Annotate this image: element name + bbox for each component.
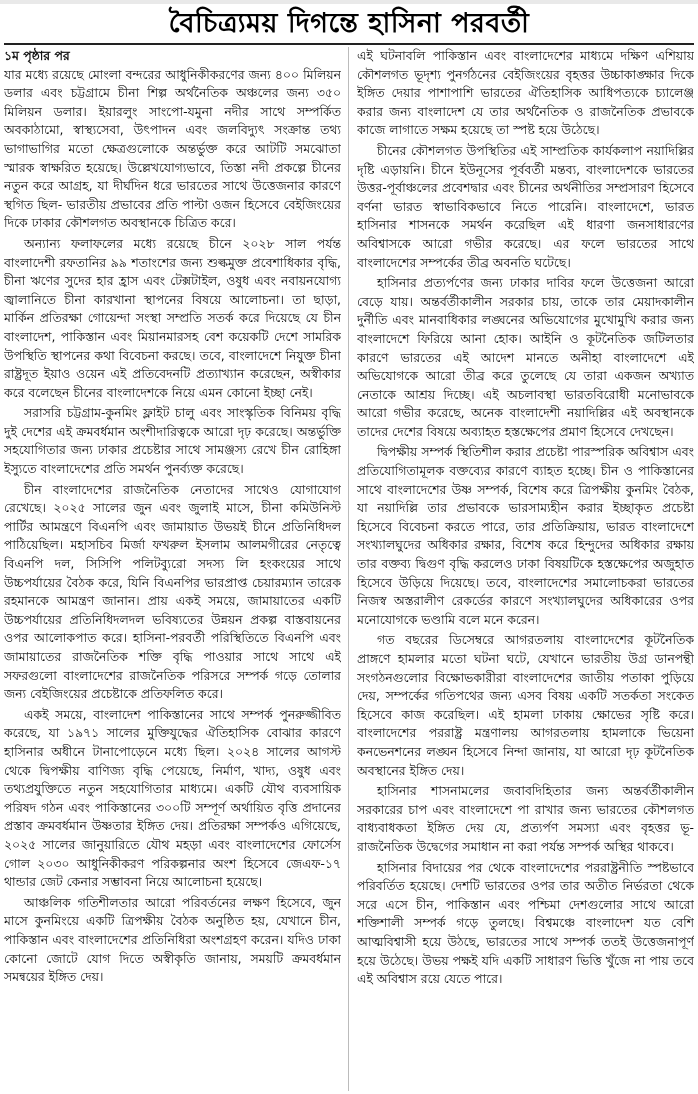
article-paragraph: এই ঘটনাবলি পাকিস্তান এবং বাংলাদেশের মাধ্যমে দক্ষিণ এশিয়ায় কৌশলগত ভূদৃশ্য পুনর্গঠনের বেইজিংয়ের বৃহত্তর উচ্চাকাঙ্ক্ষার দিকে ইঙ্গিত দেয়ার পাশাপাশি ভারতের ঐতিহাসিক আধিপত্যকে চ্যালেঞ্জ করার জন্য বাংলাদেশ যে তার অর্থনৈতিক ও রাজনৈতিক প্রভাবকে কাজে লাগাতে সক্ষম হয়েছে তা স্পষ্ট হয়ে উঠেছে। (357, 48, 694, 138)
left-column (4, 47, 341, 1091)
article-paragraph: একই সময়ে, বাংলাদেশ পাকিস্তানের সাথে সম্পর্ক পুনরুজ্জীবিত করেছে, যা ১৯৭১ সালের মুক্তিযুদ্ধের ঐতিহাসিক বোঝার কারণে হাসিনার অধীনে টানাপোড়েনে মধ্যে ছিল। ২০২৪ সালের আগস্ট থেকে দ্বিপক্ষীয় বাণিজ্য বৃদ্ধি পেয়েছে, নির্মাণ, খাদ্য, ওষুধ এবং তথ্যপ্রযুক্তিতে নতুন সহযোগিতার মাধ্যমে। একটি যৌথ ব্যবসায়িক পরিষদ গঠন এবং পাকিস্তানের ৩০০টি সম্পূর্ণ অর্থায়িত বৃত্তি প্রদানের প্রস্তাব ক্রমবর্ধমান উষ্ণতার ইঙ্গিত দেয়। প্রতিরক্ষা সম্পর্কও এগিয়েছে, ২০২৫ সালের জানুয়ারিতে যৌথ মহড়া এবং বাংলাদেশের ফোর্সেস গোল ২০৩০ আধুনিকীকরণ পরিকল্পনার অংশ হিসেবে জেএফ-১৭ থান্ডার জেট কেনার সম্ভাবনা নিয়ে আলোচনা হয়েছে। (4, 706, 341, 890)
right-column (357, 47, 694, 1091)
page-headline: বৈচিত্র্যময় দিগন্তে হাসিনা পরবর্তী (168, 8, 530, 39)
article-paragraph: আঞ্চলিক গতিশীলতার আরো পরিবর্তনের লক্ষণ হিসেবে, জুন মাসে কুনমিংয়ে একটি ত্রিপক্ষীয় বৈঠক অনুষ্ঠিত হয়, যেখানে চীন, পাকিস্তান এবং বাংলাদেশের প্রতিনিধিরা অংশগ্রহণ করেন। যদিও ঢাকা কোনো জোটে যোগ দিতে অস্বীকৃতি জানায়, সময়টি ক্রমবর্ধমান সমন্বয়ের ইঙ্গিত দেয়। (4, 894, 341, 985)
article-paragraph: হাসিনার প্রত্যর্পণের জন্য ঢাকার দাবির ফলে উত্তেজনা আরো বেড়ে যায়। অন্তর্বর্তীকালীন সরকার চায়, তাকে তার মেয়াদকালীন দুর্নীতি এবং মানবাধিকার লঙ্ঘনের অভিযোগের মুখোমুখি করার জন্য বাংলাদেশে ফিরিয়ে আনা হোক। আইনি ও কূটনৈতিক জটিলতার কারণে ভারতের এই আদেশ মানতে অনীহা বাংলাদেশে এই অভিযোগকে আরো তীব্র করে তুলেছে যে তারা একজন অখ্যাত নেতাকে আশ্রয় দিচ্ছে। এই অচলাবস্থা ভারতবিরোধী মনোভাবকে আরো গভীর করেছে, অনেক বাংলাদেশী নয়াদিল্লির এই অবস্থানকে তাদের দেশের বিষয়ে অব্যাহত হস্তক্ষেপের প্রমাণ হিসেবে দেখছেন। (357, 275, 694, 439)
article-paragraph: যার মধ্যে রয়েছে মোংলা বন্দরের আধুনিকীকরণের জন্য ৪০০ মিলিয়ন ডলার এবং চট্টগ্রামে চীনা শিল্প অর্থনৈতিক অঞ্চলের জন্য ৩৫০ মিলিয়ন ডলার। ইয়ারলুং সাংপো-যমুনা নদীর সাথে সম্পর্কিত অবকাঠামো, স্বাস্থ্যসেবা, উৎপাদন এবং জলবিদ্যুৎ সংক্রান্ত তথ্য ভাগাভাগির মতো ক্ষেত্রগুলোকে অন্তর্ভুক্ত করে আটটি সমঝোতা স্মারক স্বাক্ষরিত হয়েছে। উল্লেখযোগ্যভাবে, তিস্তা নদী প্রকল্পে চীনের নতুন করে আগ্রহ, যা দীর্ঘদিন ধরে ভারতের সাথে উত্তেজনার কারণে স্থগিত ছিল- ভারতীয় প্রভাবের প্রতি পাল্টা ওজন হিসেবে বেইজিংয়ের দিকে ঢাকার কৌশলগত অবস্থানকে চিত্রিত করে। (4, 66, 341, 231)
article-paragraph: গত বছরের ডিসেম্বরে আগরতলায় বাংলাদেশের কূটনৈতিক প্রাঙ্গণে হামলার মতো ঘটনা ঘটে, যেখানে ভারতীয় উগ্র ডানপন্থী সংগঠনগুলোর বিক্ষোভকারীরা বাংলাদেশের জাতীয় পতাকা পুড়িয়ে দেয়, সম্পর্কের গতিপথের জন্য এসব বিষয় একটি সতর্কতা সংকেত হিসেবে কাজ করেছিল। এই হামলা ঢাকায় ক্ষোভের সৃষ্টি করে। বাংলাদেশের পররাষ্ট্র মন্ত্রণালয় আগরতলায় হামলাকে ভিয়েনা কনভেনশনের লঙ্ঘন হিসেবে নিন্দা জানায়, যা আরো দৃঢ় কূটনৈতিক অবস্থানের ইঙ্গিত দেয়। (357, 632, 694, 778)
headline-rule (4, 43, 694, 45)
article-paragraph: দ্বিপক্ষীয় সম্পর্ক স্থিতিশীল করার প্রচেষ্টা পারস্পরিক অবিশ্বাস এবং প্রতিযোগিতামূলক বক্তব্যের কারণে ব্যাহত হচ্ছে। চীন ও পাকিস্তানের সাথে বাংলাদেশের উষ্ণ সম্পর্ক, বিশেষ করে ত্রিপক্ষীয় কুনমিং বৈঠক, যা নয়াদিল্লি তার প্রভাবকে ভারসাম্যহীন করার ইচ্ছাকৃত প্রচেষ্টা হিসেবে বিবেচনা করতে পারে, তার প্রতিক্রিয়ায়, ভারত বাংলাদেশে সংখ্যালঘুদের অধিকার রক্ষার, বিশেষ করে হিন্দুদের অধিকার রক্ষায় তার বক্তব্য দ্বিগুণ বৃদ্ধি করলেও ঢাকা বিষয়টিকে হস্তক্ষেপের অজুহাত হিসেবে উড়িয়ে দিয়েছে। তবে, বাংলাদেশের সমালোচকরা ভারতের নিজস্ব অস্তরালীণ রেকর্ডের কারণে সংখ্যালঘুদের অধিকারের ওপর মনোযোগকে ভণ্ডামি বলে মনে করেন। (357, 444, 694, 627)
article-paragraph: সরাসরি চট্টগ্রাম-কুনমিং ফ্লাইট চালু এবং সাংস্কৃতিক বিনিময় বৃদ্ধি দুই দেশের এই ক্রমবর্ধমান অংশীদারিত্বকে আরো দৃঢ় করেছে। অন্তর্ভুক্তি সহযোগিতার জন্য ঢাকার প্রচেষ্টার সাথে সামঞ্জস্য রেখে চীন রোহিঙ্গা ইস্যুতে বাংলাদেশের প্রতি সমর্থন পুনর্ব্যক্ত করেছে। (4, 405, 341, 477)
article-paragraph: হাসিনার শাসনামলের জবাবদিহিতার জন্য অন্তর্বর্তীকালীন সরকারের চাপ এবং বাংলাদেশে পা রাখার জন্য ভারতের কৌশলগত বাধ্যবাধকতা ইঙ্গিত দেয় যে, প্রত্যর্পণ সমস্যা এবং বৃহত্তর ভূ-রাজনৈতিক উদ্বেগের সমাধান না করা পর্যন্ত সম্পর্ক অস্থির থাকবে। (357, 783, 694, 854)
article-paragraph: হাসিনার বিদায়ের পর থেকে বাংলাদেশের পররাষ্ট্রনীতি স্পষ্টভাবে পরিবর্তিত হয়েছে। দেশটি ভারতের ওপর তার অতীত নির্ভরতা থেকে সরে এসে চীন, পাকিস্তান এবং পশ্চিমা দেশগুলোর সাথে আরো শক্তিশালী সম্পর্ক গড়ে তুলছে। বিশ্বমঞ্চে বাংলাদেশ যত বেশি আত্মবিশ্বাসী হয়ে উঠছে, ভারতের সাথে সম্পর্ক ততই উত্তেজনাপূর্ণ হয়ে উঠেছে। উভয় পক্ষই যদি একটি সাধারণ ভিত্তি খুঁজে না পায় তবে এই অবিশ্বাস রয়ে যেতে পারে। (357, 859, 694, 987)
article-paragraph: চীন বাংলাদেশের রাজনৈতিক নেতাদের সাথেও যোগাযোগ রেখেছে। ২০২৫ সালের জুন এবং জুলাই মাসে, চীনা কমিউনিস্ট পার্টির আমন্ত্রণে বিএনপি এবং জামায়াত উভয়ই চীনে প্রতিনিধিদল পাঠিয়েছিল। মহাসচিব মির্জা ফখরুল ইসলাম আলমগীরের নেতৃত্বে বিএনপি দল, সিসিপি পলিটব্যুরো সদস্য লি হংকংয়ের সাথে উচ্চপর্যায়ের বৈঠক করে, যিনি বিএনপির ভারপ্রাপ্ত চেয়ারম্যান তারেক রহমানকে আমন্ত্রণ জানান। প্রায় একই সময়ে, জামায়াতের একটি উচ্চপর্যায়ের প্রতিনিধিদলদল ভবিষ্যতের উন্নয়ন প্রকল্প বাস্তবায়নের ওপর আলোকপাত করে। হাসিনা-পরবর্তী পরিস্থিতিতে বিএনপি এবং জামায়াতের রাজনৈতিক শক্তি বৃদ্ধি পাওয়ার সাথে সাথে এই সফরগুলো বাংলাদেশের রাজনৈতিক পরিসরে সম্পর্ক গড়ে তোলার জন্য বেইজিংয়ের প্রচেষ্টাকে প্রতিফলিত করে। (4, 481, 341, 702)
column-divider (348, 47, 349, 1091)
continued-from-label: ১ম পৃষ্ঠার পর (4, 48, 70, 63)
article-paragraph: চীনের কৌশলগত উপস্থিতির এই সাম্প্রতিক কার্যকলাপ নয়াদিল্লির দৃষ্টি এড়ায়নি। চীনে ইউনূসের পূর্ববর্তী মন্তব্য, বাংলাদেশকে ভারতের উত্তর-পূর্বাঞ্চলের প্রবেশদ্বার এবং চীনের অর্থনীতির সম্প্রসারণ হিসেবে বর্ণনা ভারত স্বাভাবিকভাবে নিতে পারেনি। বাংলাদেশে, ভারত হাসিনার শাসনকে সমর্থন করেছিল এই ধারণা জনসাধারণের অবিশ্বাসকে আরো গভীর করেছে। এর ফলে ভারতের সাথে বাংলাদেশের সম্পর্কের তীব্র অবনতি ঘটেছে। (357, 142, 694, 270)
article-paragraph: অন্যান্য ফলাফলের মধ্যে রয়েছে চীনে ২০২৮ সাল পর্যন্ত বাংলাদেশী রফতানির ৯৯ শতাংশের জন্য শুল্কমুক্ত প্রবেশাধিকার বৃদ্ধি, চীনা ঋণের সুদের হার হ্রাস এবং টেক্সটাইল, ওষুধ এবং নবায়নযোগ্য জ্বালানিতে চীনা কারখানা স্থাপনের বিষয়ে আলোচনা। তা ছাড়া, মার্কিন প্রতিরক্ষা গোয়েন্দা সংস্থা সম্প্রতি সতর্ক করে দিয়েছে যে চীন বাংলাদেশ, পাকিস্তান এবং মিয়ানমারসহ বেশ কয়েকটি দেশে সামরিক উপস্থিতি স্থাপনের কথা বিবেচনা করছে। তবে, বাংলাদেশে নিযুক্ত চীনা রাষ্ট্রদূত ইয়াও ওয়েন এই প্রতিবেদনটি প্রত্যাখ্যান করেছেন, অস্বীকার করে বলেছেন চীনের বাংলাদেশকে নিয়ে এমন কোনো ইচ্ছা নেই। (4, 235, 341, 400)
